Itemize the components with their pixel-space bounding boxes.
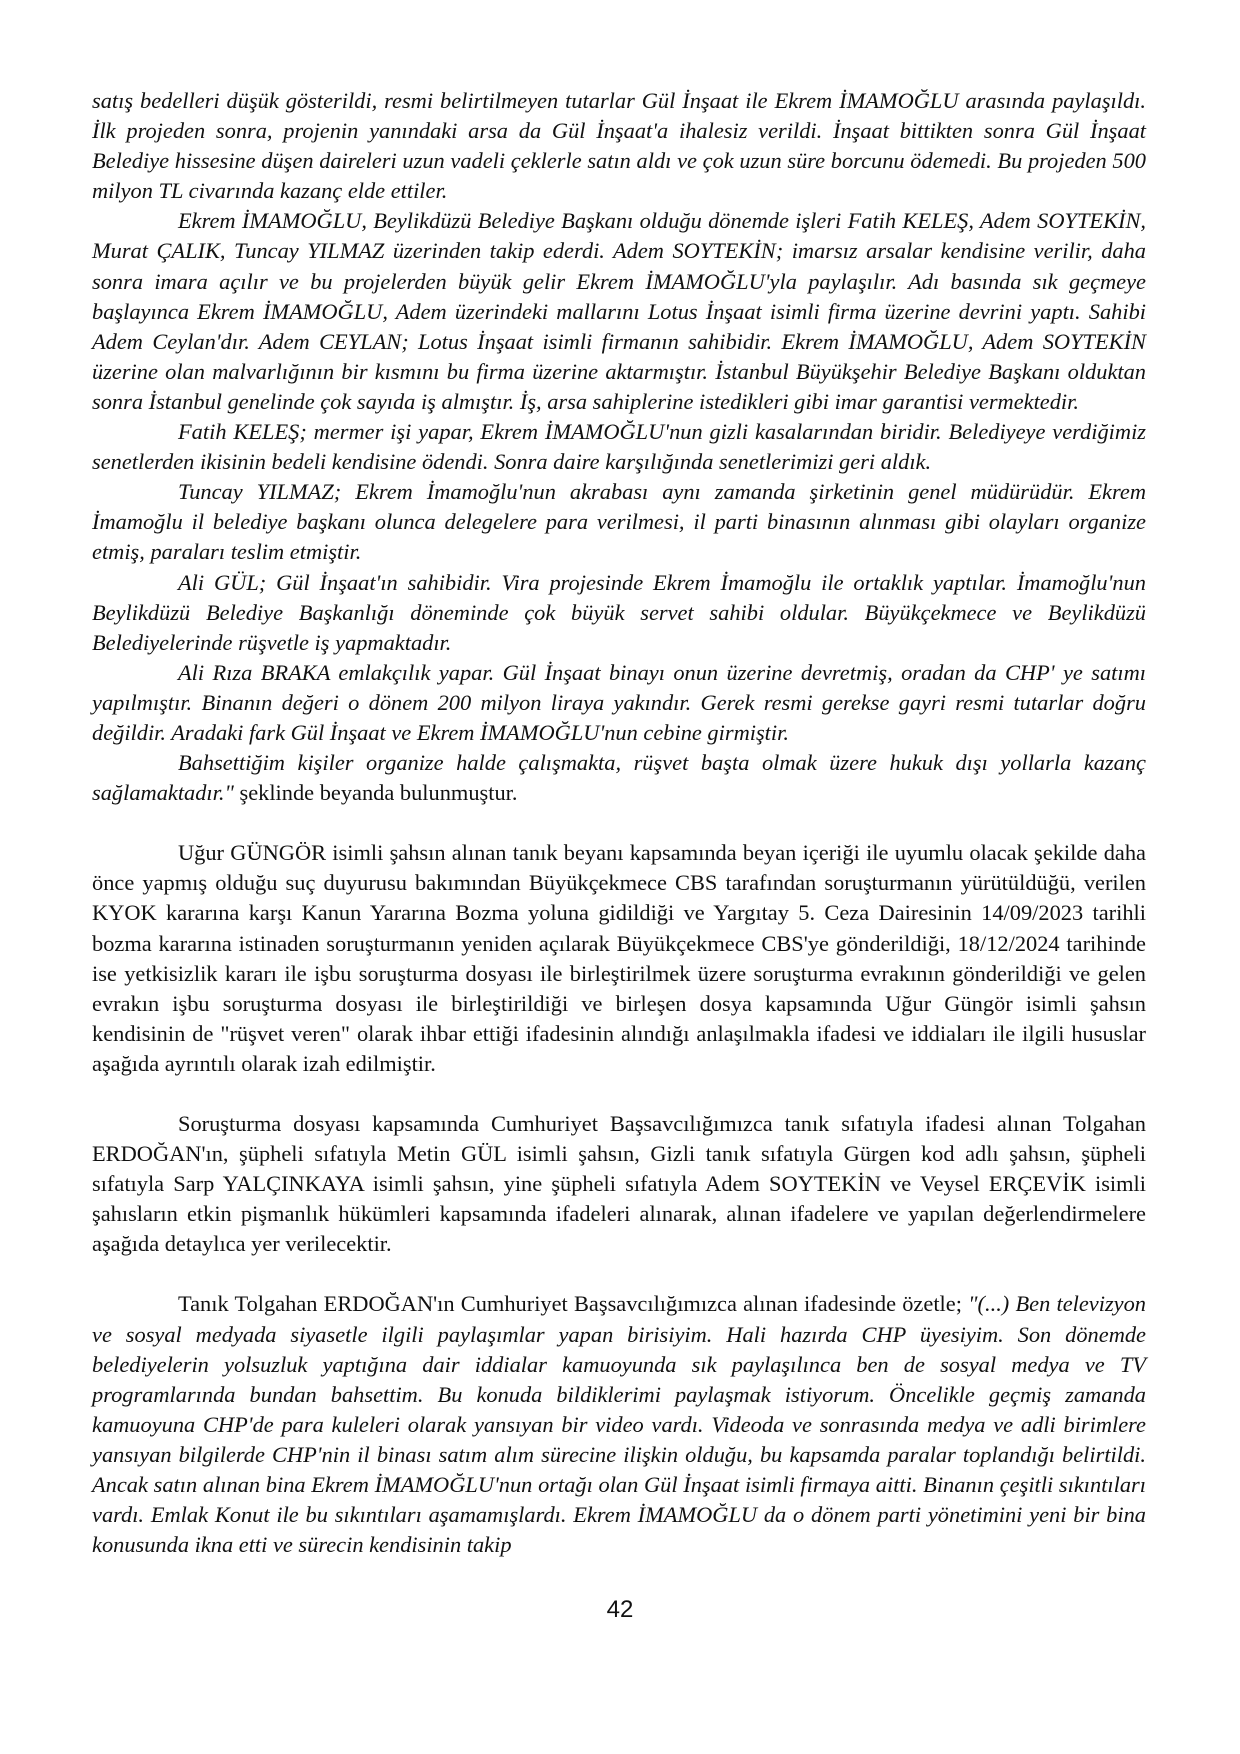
paragraph-1: satış bedelleri düşük gösterildi, resmi belirtilmeyen tutarlar Gül İnşaat ile Ekrem İMAMOĞLU arasında paylaşıldı. İlk projeden sonra, projenin yanındaki arsa da Gül İnşaat'a ihalesiz verildi. İnşaat bittikten sonra Gül İnşaat Belediye hissesine düşen daireleri uzun vadeli çeklerle satın aldı ve çok uzun süre borcunu ödemedi. Bu projeden 500 milyon TL civarında kazanç elde ettiler. — [92, 88, 1146, 204]
page-number: 42 — [606, 1596, 634, 1623]
paragraph-10 — [92, 1289, 1146, 1560]
testimony-quote: "(...) Ben televizyon ve sosyal medyada siyasetle ilgili paylaşımlar yapan birisiyim. Hali hazırda CHP üyesiyim. Son dönemde belediyelerin yolsuzluk yaptığına dair iddialar kamuoyunda sık paylaşılınca ben de sosyal medya ve TV programlarında bundan bahsettim. Bu konuda bildiklerimi paylaşmak istiyorum. Öncelikle geçmiş zamanda kamuoyuna CHP'de para kuleleri olarak yansıyan bir video vardı. Videoda ve sonrasında medya ve adli birimlere yansıyan bilgilerde CHP'nin il binası satım alım sürecine ilişkin olduğu, bu kapsamda paralar toplandığı belirtildi. Ancak satın alınan bina Ekrem İMAMOĞLU'nun ortağı olan Gül İnşaat isimli firmaya aitti. Binanın çeşitli sıkıntıları vardı. Emlak Konut ile bu sıkıntıları aşamamışlardı. Ekrem İMAMOĞLU da o dönem parti yönetimini yeni bir bina konusunda ikna etti ve sürecin kendisinin takip — [92, 1291, 1147, 1558]
paragraph-5: Ali GÜL; Gül İnşaat'ın sahibidir. Vira projesinde Ekrem İmamoğlu ile ortaklık yaptılar. İmamoğlu'nun Beylikdüzü Belediye Başkanlığı döneminde çok büyük servet sahibi oldular. Büyükçekmece ve Beylikdüzü Belediyelerinde rüşvetle iş yapmaktadır. — [92, 569, 1146, 655]
paragraph-7 — [92, 748, 1146, 808]
paragraph-6: Ali Rıza BRAKA emlakçılık yapar. Gül İnşaat binayı onun üzerine devretmiş, oradan da CHP' ye satımı yapılmıştır. Binanın değeri o dönem 200 milyon liraya yakındır. Gerek resmi gerekse gayri resmi tutarlar doğru değildir. Aradaki fark Gül İnşaat ve Ekrem İMAMOĞLU'nun cebine girmiştir. — [92, 659, 1146, 745]
paragraph-2: Ekrem İMAMOĞLU, Beylikdüzü Belediye Başkanı olduğu dönemde işleri Fatih KELEŞ, Adem SOYTEKİN, Murat ÇALIK, Tuncay YILMAZ üzerinden takip ederdi. Adem SOYTEKİN; imarsız arsalar kendisine verilir, daha sonra imara açılır ve bu projelerden büyük gelir Ekrem İMAMOĞLU'yla paylaşılır. Adı basında sık geçmeye başlayınca Ekrem İMAMOĞLU, Adem üzerindeki mallarını Lotus İnşaat isimli firma üzerine devrini yaptı. Sahibi Adem Ceylan'dır. Adem CEYLAN; Lotus İnşaat isimli firmanın sahibidir. Ekrem İMAMOĞLU, Adem SOYTEKİN üzerine olan malvarlığının bir kısmını bu firma üzerine aktarmıştır. İstanbul Büyükşehir Belediye Başkanı olduktan sonra İstanbul genelinde çok sayıda iş almıştır. İş, arsa sahiplerine istedikleri gibi imar garantisi vermektedir. — [92, 208, 1146, 414]
quote-tail: şeklinde beyanda bulunmuştur. — [233, 780, 518, 806]
paragraph-4: Tuncay YILMAZ; Ekrem İmamoğlu'nun akrabası aynı zamanda şirketinin genel müdürüdür. Ekrem İmamoğlu il belediye başkanı olunca delegelere para verilmesi, il parti binasının alınması gibi olayları organize etmiş, paraları teslim etmiştir. — [92, 479, 1146, 565]
document-body — [92, 86, 1146, 1560]
testimony-lead: Tanık Tolgahan ERDOĞAN'ın Cumhuriyet Başsavcılığımızca alınan ifadesinde özetle; — [178, 1291, 969, 1317]
quote-end: Bahsettiğim kişiler organize halde çalışmakta, rüşvet başta olmak üzere hukuk dışı yollarla kazanç sağlamaktadır." — [92, 750, 1146, 806]
paragraph-9: Soruşturma dosyası kapsamında Cumhuriyet Başsavcılığımızca tanık sıfatıyla ifadesi alınan Tolgahan ERDOĞAN'ın, şüpheli sıfatıyla Metin GÜL isimli şahsın, Gizli tanık sıfatıyla Gürgen kod adlı şahsın, şüpheli sıfatıyla Sarp YALÇINKAYA isimli şahsın, yine şüpheli sıfatıyla Adem SOYTEKİN ve Veysel ERÇEVİK isimli şahısların etkin pişmanlık hükümleri kapsamında ifadeleri alınarak, alınan ifadelere ve yapılan değerlendirmelere aşağıda detaylıca yer verilecektir. — [92, 1111, 1146, 1257]
paragraph-8: Uğur GÜNGÖR isimli şahsın alınan tanık beyanı kapsamında beyan içeriği ile uyumlu olacak şekilde daha önce yapmış olduğu suç duyurusu bakımından Büyükçekmece CBS tarafından soruşturmanın yürütüldüğü, verilen KYOK kararına karşı Kanun Yararına Bozma yoluna gidildiği ve Yargıtay 5. Ceza Dairesinin 14/09/2023 tarihli bozma kararına istinaden soruşturmanın yeniden açılarak Büyükçekmece CBS'ye gönderildiği, 18/12/2024 tarihinde ise yetkisizlik kararı ile işbu soruşturma dosyası ile birleştirilmek üzere soruşturma evrakının gönderildiği ve gelen evrakın işbu soruşturma dosyası ile birleştirildiği ve birleşen dosya kapsamında Uğur Güngör isimli şahsın kendisinin de "rüşvet veren" olarak ihbar ettiği ifadesinin alındığı anlaşılmakla ifadesi ve iddiaları ile ilgili hususlar aşağıda ayrıntılı olarak izah edilmiştir. — [92, 840, 1146, 1076]
paragraph-3: Fatih KELEŞ; mermer işi yapar, Ekrem İMAMOĞLU'nun gizli kasalarından biridir. Belediyeye verdiğimiz senetlerden ikisinin bedeli kendisine ödendi. Sonra daire karşılığında senetlerimizi geri aldık. — [92, 419, 1146, 475]
